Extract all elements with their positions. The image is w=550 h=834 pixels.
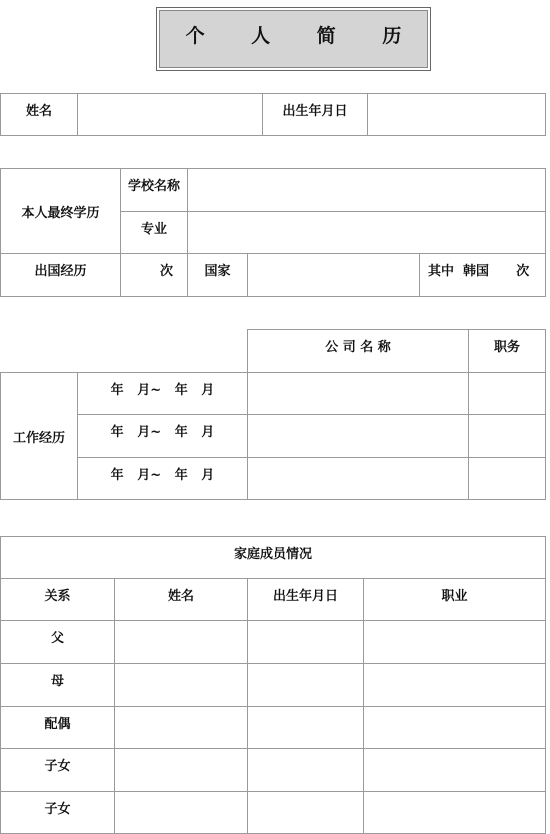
family-relation-child-2: 子女 (0, 791, 115, 834)
birth-field[interactable] (367, 93, 546, 136)
page-title: 个 人 简 历 (159, 10, 428, 68)
birth-label: 出生年月日 (262, 93, 368, 136)
abroad-label: 出国经历 (0, 253, 121, 297)
family-name-field[interactable] (114, 620, 248, 664)
family-name-field[interactable] (114, 748, 248, 792)
work-period-3[interactable]: 年 月~ 年 月 (77, 457, 248, 500)
name-field[interactable] (77, 93, 263, 136)
work-label: 工作经历 (0, 372, 78, 500)
family-name-field[interactable] (114, 663, 248, 707)
work-position-1[interactable] (468, 372, 546, 415)
school-label: 学校名称 (120, 168, 188, 212)
times-label: 次 (159, 264, 173, 279)
family-job-field[interactable] (363, 748, 546, 792)
major-field[interactable] (187, 211, 546, 254)
work-position-2[interactable] (468, 414, 546, 458)
family-relation-child-1: 子女 (0, 748, 115, 792)
country-field[interactable] (247, 253, 420, 297)
family-header-birth: 出生年月日 (247, 578, 364, 621)
position-header: 职务 (468, 329, 546, 373)
family-job-field[interactable] (363, 620, 546, 664)
country-label: 国家 (187, 253, 248, 297)
family-birth-field[interactable] (247, 748, 364, 792)
family-job-field[interactable] (363, 791, 546, 834)
family-header-relation: 关系 (0, 578, 115, 621)
work-period-1[interactable]: 年 月~ 年 月 (77, 372, 248, 415)
abroad-times-field[interactable] (120, 253, 188, 297)
family-job-field[interactable] (363, 663, 546, 707)
work-position-3[interactable] (468, 457, 546, 500)
family-relation-spouse: 配偶 (0, 706, 115, 749)
family-birth-field[interactable] (247, 791, 364, 834)
company-header: 公 司 名 称 (247, 329, 469, 373)
family-name-field[interactable] (114, 791, 248, 834)
work-company-1[interactable] (247, 372, 469, 415)
title-box (156, 7, 431, 71)
korea-times-field[interactable]: 其中 韩国 次 (419, 253, 546, 297)
education-label: 本人最终学历 (0, 168, 121, 254)
school-field[interactable] (187, 168, 546, 212)
work-company-2[interactable] (247, 414, 469, 458)
family-name-field[interactable] (114, 706, 248, 749)
family-birth-field[interactable] (247, 663, 364, 707)
work-period-2[interactable]: 年 月~ 年 月 (77, 414, 248, 458)
name-label: 姓名 (0, 93, 78, 136)
major-label: 专业 (120, 211, 188, 254)
family-relation-father: 父 (0, 620, 115, 664)
family-birth-field[interactable] (247, 620, 364, 664)
family-relation-mother: 母 (0, 663, 115, 707)
work-company-3[interactable] (247, 457, 469, 500)
family-header-name: 姓名 (114, 578, 248, 621)
family-job-field[interactable] (363, 706, 546, 749)
family-birth-field[interactable] (247, 706, 364, 749)
family-title: 家庭成员情况 (0, 536, 546, 579)
family-header-job: 职业 (363, 578, 546, 621)
